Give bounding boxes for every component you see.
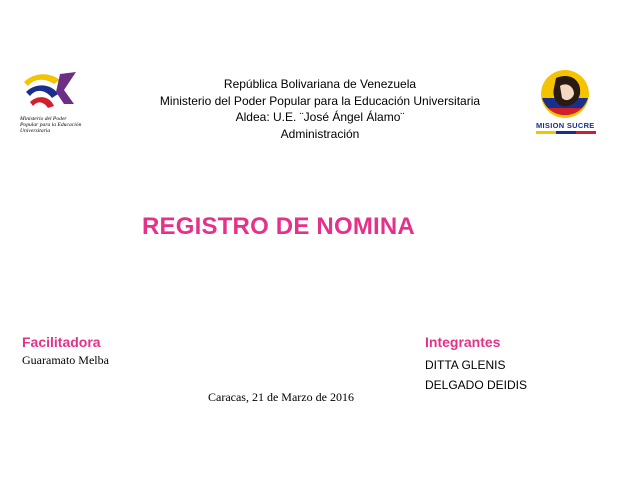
- flag-stripe-icon: [536, 131, 596, 134]
- document-title: REGISTRO DE NOMINA: [142, 213, 415, 240]
- institution-header: [120, 76, 520, 142]
- integrante-item: DELGADO DEIDIS: [425, 378, 528, 392]
- header-line-aldea: Aldea: U.E. ¨José Ángel Álamo¨: [235, 110, 405, 124]
- ministerio-logo: [20, 68, 80, 140]
- mision-sucre-logo: [530, 68, 610, 140]
- ministerio-caption: Ministerio del Poder Popular para la Educación Universitaria: [20, 116, 82, 134]
- integrantes-label: Integrantes: [425, 334, 501, 350]
- facilitadora-name: Guaramato Melba: [22, 353, 109, 367]
- mision-word: MISION: [536, 121, 565, 130]
- header-line-program: Administración: [280, 126, 360, 141]
- ministerio-emblem-icon: [20, 68, 80, 116]
- mision-sucre-wordmark: [536, 121, 595, 130]
- sucre-word: SUCRE: [566, 121, 595, 130]
- sucre-portrait-icon: [530, 68, 600, 120]
- header-line-republic: República Bolivariana de Venezuela: [223, 77, 417, 91]
- integrante-item: DITTA GLENIS: [425, 358, 506, 372]
- header-line-ministry: Ministerio del Poder Popular para la Educación Universitaria: [159, 93, 481, 108]
- place-date: Caracas, 21 de Marzo de 2016: [208, 390, 354, 404]
- facilitadora-label: Facilitadora: [22, 334, 101, 350]
